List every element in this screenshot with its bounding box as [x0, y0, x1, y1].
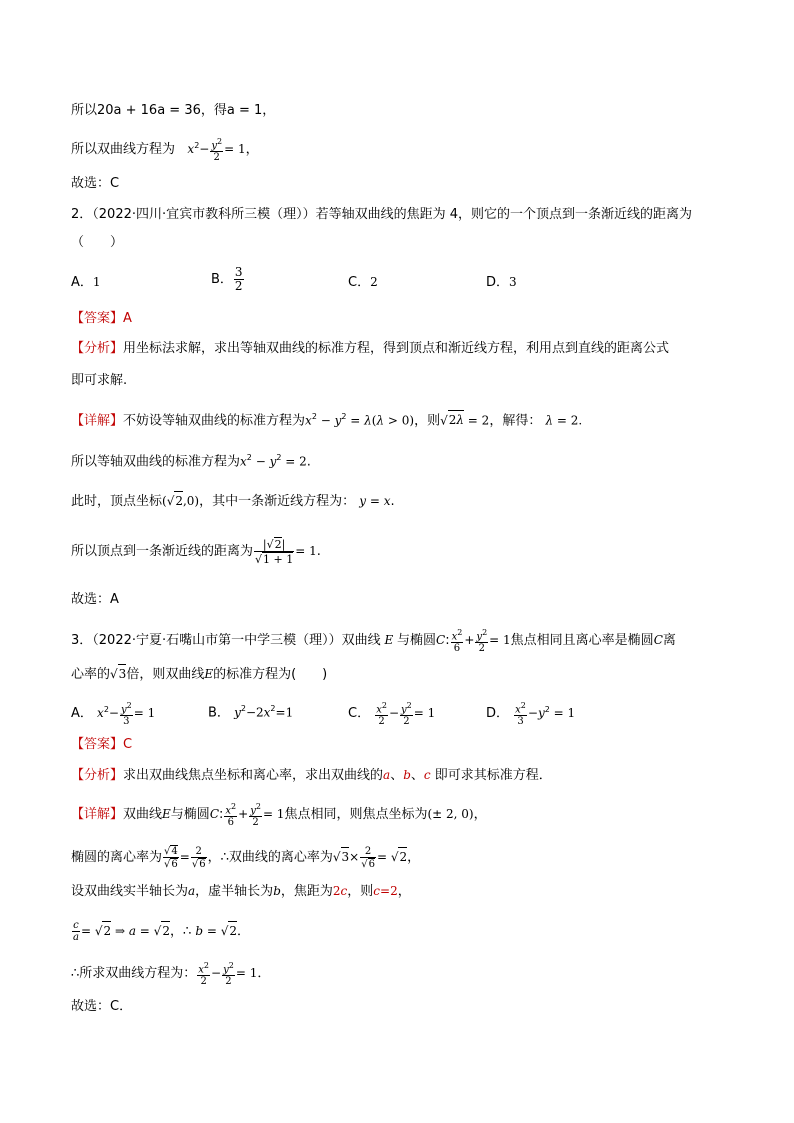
- q3-detail-line-1: 【详解】双曲线E与椭圆C: $\frac{x^2}{6}$ + $\frac{y^2}{2}$ = 1焦点相同，则焦点坐标为(± 2, 0)，: [71, 802, 487, 829]
- prev-line-2: 所以双曲线方程为 $x^2-$ $\frac{y^2}{2}$ = 1，: [71, 137, 259, 164]
- q2-detail-line-1: 【详解】不妨设等轴双曲线的标准方程为$x^2 - y^2 = \lambda(\lambda > 0)$，则√2λ = 2，解得： λ = 2.: [71, 412, 583, 429]
- q3-detail-line-3: 设双曲线实半轴长为a，虚半轴长为b，焦距为2c，则c=2，: [71, 884, 411, 899]
- q2-stem-line-1: 2．（2022·四川·宜宾市教科所三模（理））若等轴双曲线的焦距为 4，则它的一个顶点到一条渐近线的距离为: [71, 207, 693, 222]
- q3-option-a: A． $x^2-$ $\frac{y^2}{3}$ = 1: [71, 701, 156, 728]
- q2-analysis-line-2: 即可求解.: [71, 373, 128, 388]
- q3-choose: 故选：C．: [71, 999, 133, 1014]
- q2-stem-line-2: （ ）: [71, 235, 124, 250]
- prev-choose: 故选：C: [71, 176, 120, 191]
- q2-detail-line-3: 此时，顶点坐标(√2,0)，其中一条渐近线方程为： y = x.: [71, 491, 395, 511]
- q3-option-d: D． $\frac{x^2}{3}$ $-y^2 = 1$: [486, 701, 576, 728]
- q3-analysis: 【分析】求出双曲线焦点坐标和离心率，求出双曲线的a、b、c 即可求其标准方程．: [71, 768, 552, 783]
- q2-option-a: A．1: [71, 275, 101, 290]
- q2-option-b: B． $\frac{3}{2}$: [211, 265, 243, 293]
- q2-analysis-line-1: 【分析】用坐标法求解，求出等轴双曲线的标准方程，得到顶点和渐近线方程，利用点到直线的距离公式: [71, 341, 670, 356]
- q2-detail-line-2: 所以等轴双曲线的标准方程为$x^2 - y^2 = 2$.: [71, 453, 311, 470]
- q3-stem-line-1: 3．（2022·宁夏·石嘴山市第一中学三模（理））双曲线 E 与椭圆C: $\frac{x^2}{6}$ + $\frac{y^2}{2}$ = 1焦点相同且离心率是椭圆C离: [71, 628, 676, 655]
- q2-option-c: C．2: [348, 275, 378, 290]
- q3-option-c: C． $\frac{x^2}{2}$ − $\frac{y^2}{2}$ = 1: [348, 701, 436, 728]
- q3-detail-line-2: 椭圆的离心率为 $\frac{√4}{√6}$ = $\frac{2}{√6}$ ，∴双曲线的离心率为√3× $\frac{2}{√6}$ = √2，: [71, 845, 421, 870]
- q2-option-d: D．3: [486, 275, 517, 290]
- q2-answer: 【答案】A: [71, 311, 132, 326]
- q3-answer: 【答案】C: [71, 737, 133, 752]
- q3-stem-line-2: 心率的√3倍，则双曲线E的标准方程为( ): [71, 664, 327, 684]
- q3-detail-line-4: $\frac{c}{a}$ = √2 ⇒ a = √2，∴ b = √2．: [73, 920, 251, 943]
- q3-detail-line-5: ∴所求双曲线方程为： $\frac{x^2}{2}$ − $\frac{y^2}{2}$ = 1．: [71, 961, 271, 988]
- prev-line-1: 所以20a + 16a = 36，得a = 1，: [71, 103, 276, 118]
- q3-option-b: B． $y^2-2x^2=1$: [208, 704, 294, 721]
- q2-choose: 故选：A: [71, 592, 119, 607]
- q2-detail-line-4: 所以顶点到一条渐近线的距离为 $\frac{|√2|}{√1 + 1}$ = 1.: [71, 538, 321, 566]
